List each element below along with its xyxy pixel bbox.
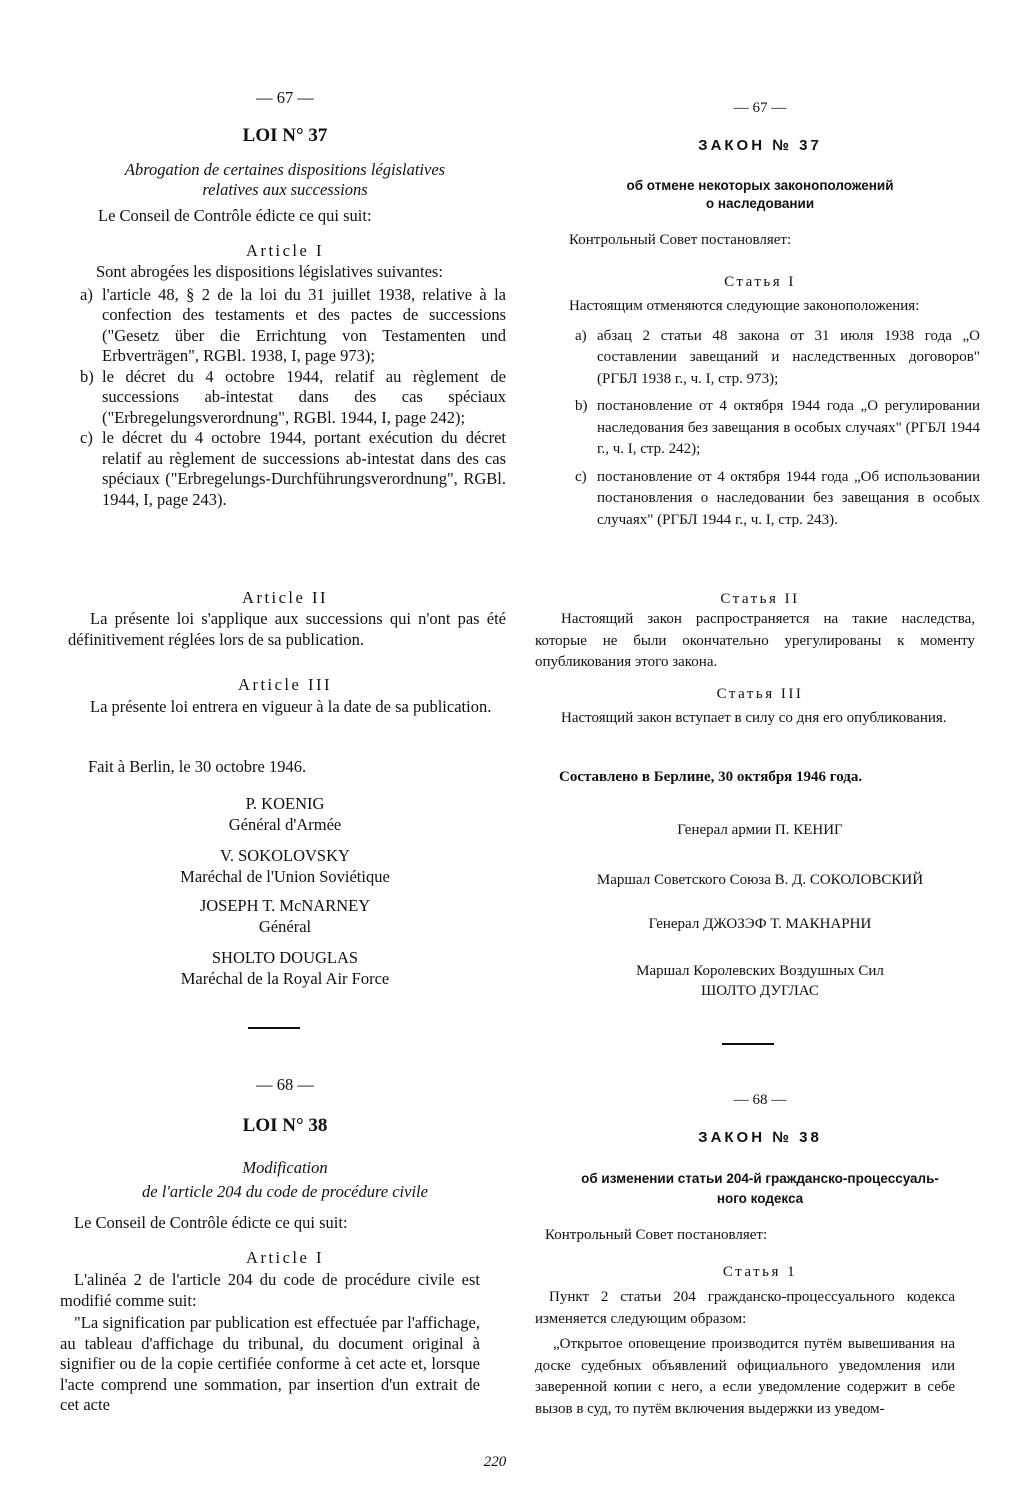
signatory-name: P. KOENIG bbox=[245, 794, 325, 813]
law-37-article-2-heading: Article II bbox=[242, 588, 328, 607]
law-37-article-1-intro: Настоящим отменяются следующие законоположения: bbox=[569, 298, 920, 314]
law-37-article-2-heading: Статья II bbox=[720, 591, 800, 607]
section-divider bbox=[722, 1043, 774, 1045]
law-38-article-1-heading: Статья 1 bbox=[722, 1264, 798, 1280]
law-37-article-1-body bbox=[535, 296, 980, 531]
law-37-subtitle-1: об отмене некоторых законоположений bbox=[626, 178, 894, 193]
law-37-title: ЗАКОН № 37 bbox=[698, 137, 822, 154]
law-37-preamble: Le Conseil de Contrôle édicte ce qui suit: bbox=[98, 206, 372, 225]
section-divider bbox=[248, 1027, 300, 1029]
law-38-subtitle-2: de l'article 204 du code de procédure civile bbox=[142, 1182, 428, 1201]
law-38-article-1-intro: Пункт 2 статьи 204 гражданско-процессуального кодекса изменяется следующим образом: bbox=[535, 1289, 955, 1327]
law-37-article-2-text: Настоящий закон распространяется на такие наследства, которые не были окончательно урегулированы к моменту опубликования этого закона. bbox=[535, 611, 975, 670]
law-37-article-1-body bbox=[68, 262, 506, 510]
law-37-closing: Fait à Berlin, le 30 octobre 1946. bbox=[88, 757, 307, 776]
signatory-name: V. SOKOLOVSKY bbox=[220, 846, 350, 865]
signatory-line: Маршал Советского Союза В. Д. СОКОЛОВСКИЙ bbox=[596, 872, 924, 888]
page-number-67: — 67 — bbox=[733, 100, 787, 116]
law-37-article-3-heading: Article III bbox=[238, 675, 332, 694]
page-number-68: — 68 — bbox=[733, 1092, 787, 1108]
law-37-article-1-heading: Article I bbox=[246, 241, 324, 260]
law-37-subtitle-1: Abrogation de certaines dispositions législatives bbox=[124, 160, 446, 179]
list-item: c) le décret du 4 octobre 1944, portant exécution du décret relatif au règlement de successions ab-intestat dans des cas spéciaux ("Erbregelungs-Durchführungsverordnung", RGBl. 1944, I, page 243). bbox=[80, 428, 506, 509]
signatory-title: Général bbox=[258, 917, 312, 936]
law-37-preamble: Контрольный Совет постановляет: bbox=[569, 232, 792, 248]
signatory-title: Maréchal de l'Union Soviétique bbox=[180, 867, 390, 886]
law-38-article-1-body bbox=[535, 1287, 955, 1420]
list-item: b) постановление от 4 октября 1944 года „О регулировании наследования без завещания в особых случаях" (РГБЛ 1944 г., ч. I, стр. 242); bbox=[575, 398, 980, 457]
law-37-article-1-intro: Sont abrogées les dispositions législatives suivantes: bbox=[96, 262, 443, 281]
law-37-closing: Составлено в Берлине, 30 октября 1946 года. bbox=[559, 769, 863, 785]
list-item: b) le décret du 4 octobre 1944, relatif au règlement de successions ab-intestat dans des cas spéciaux ("Erbregelungsverordnung", RGBl. 1944, I, page 242); bbox=[80, 366, 506, 427]
law-38-title: ЗАКОН № 38 bbox=[698, 1129, 822, 1146]
law-38-subtitle-1: Modification bbox=[242, 1158, 328, 1177]
law-38-preamble: Контрольный Совет постановляет: bbox=[545, 1227, 768, 1243]
signatory-line: Маршал Королевских Воздушных Сил bbox=[636, 963, 884, 979]
law-37-article-1-heading: Статья I bbox=[724, 274, 796, 290]
signatory-line: Генерал армии П. КЕНИГ bbox=[677, 822, 843, 838]
signatory-name: SHOLTO DOUGLAS bbox=[211, 948, 359, 967]
page-number-67: — 67 — bbox=[256, 88, 314, 107]
law-38-preamble: Le Conseil de Contrôle édicte ce qui suit: bbox=[74, 1213, 348, 1232]
law-38-subtitle-1: об изменении статьи 204-й гражданско-процессуаль- bbox=[581, 1171, 939, 1186]
law-38-article-1-body bbox=[60, 1270, 480, 1416]
law-38-article-1-intro: L'alinéa 2 de l'article 204 du code de procédure civile est modifié comme suit: bbox=[60, 1270, 480, 1310]
signatory-title: Maréchal de la Royal Air Force bbox=[180, 969, 390, 988]
law-38-article-1-heading: Article I bbox=[246, 1248, 324, 1267]
signatory-line: Генерал ДЖОЗЭФ Т. МАКНАРНИ bbox=[648, 916, 872, 932]
law-37-article-2-text: La présente loi s'applique aux successions qui n'ont pas été définitivement réglées lors de sa publication. bbox=[68, 609, 506, 649]
law-37-article-3-heading: Статья III bbox=[716, 686, 804, 702]
signatory-title: Général d'Armée bbox=[228, 815, 342, 834]
law-37-title: LOI N° 37 bbox=[242, 125, 328, 146]
law-37-subtitle-2: relatives aux successions bbox=[202, 180, 368, 199]
law-37-article-3-text: Настоящий закон вступает в силу со дня его опубликования. bbox=[561, 710, 947, 726]
list-item: c) постановление от 4 октября 1944 года „Об использовании постановления о наследовании без завещания в особых случаях" (РГБЛ 1944 г., ч. I, стр. 243). bbox=[575, 468, 980, 528]
law-37-article-3-text: La présente loi entrera en vigueur à la date de sa publication. bbox=[90, 697, 492, 716]
list-item: а) абзац 2 статьи 48 закона от 31 июля 1938 года „О составлении завещаний и наследственных договоров" (РГБЛ 1938 г., ч. I, стр. 973); bbox=[575, 327, 980, 387]
law-38-title: LOI N° 38 bbox=[242, 1115, 328, 1136]
law-37-subtitle-2: о наследовании bbox=[705, 196, 815, 211]
law-38-quote: "La signification par publication est effectuée par l'affichage, au tableau d'affichage du tribunal, du document original à signifier ou de la copie certifiée conforme à cet acte et, lorsque l'acte comprend une sommation, par insertion d'un extrait de cet acte bbox=[60, 1313, 480, 1414]
footer-page-number: 220 bbox=[483, 1454, 507, 1470]
law-38-subtitle-2: ного кодекса bbox=[716, 1191, 804, 1206]
signatory-line: ШОЛТО ДУГЛАС bbox=[701, 983, 819, 999]
page-number-68: — 68 — bbox=[256, 1075, 314, 1094]
signatory-name: JOSEPH T. McNARNEY bbox=[199, 896, 371, 915]
law-38-quote: „Открытое оповещение производится путём вывешивания на доске судебных объявлений официального уведомления или заверенной копии с него, а если уведомление содержит в себе вызов в суд, то путём включения выдержки из уведом- bbox=[535, 1336, 955, 1417]
list-item: a) l'article 48, § 2 de la loi du 31 juillet 1938, relative à la confection des testaments et des pactes de successions ("Gesetz über die Errichtung von Testamenten und Erbverträgen", RGBl. 1938, I, page 973); bbox=[80, 284, 506, 365]
